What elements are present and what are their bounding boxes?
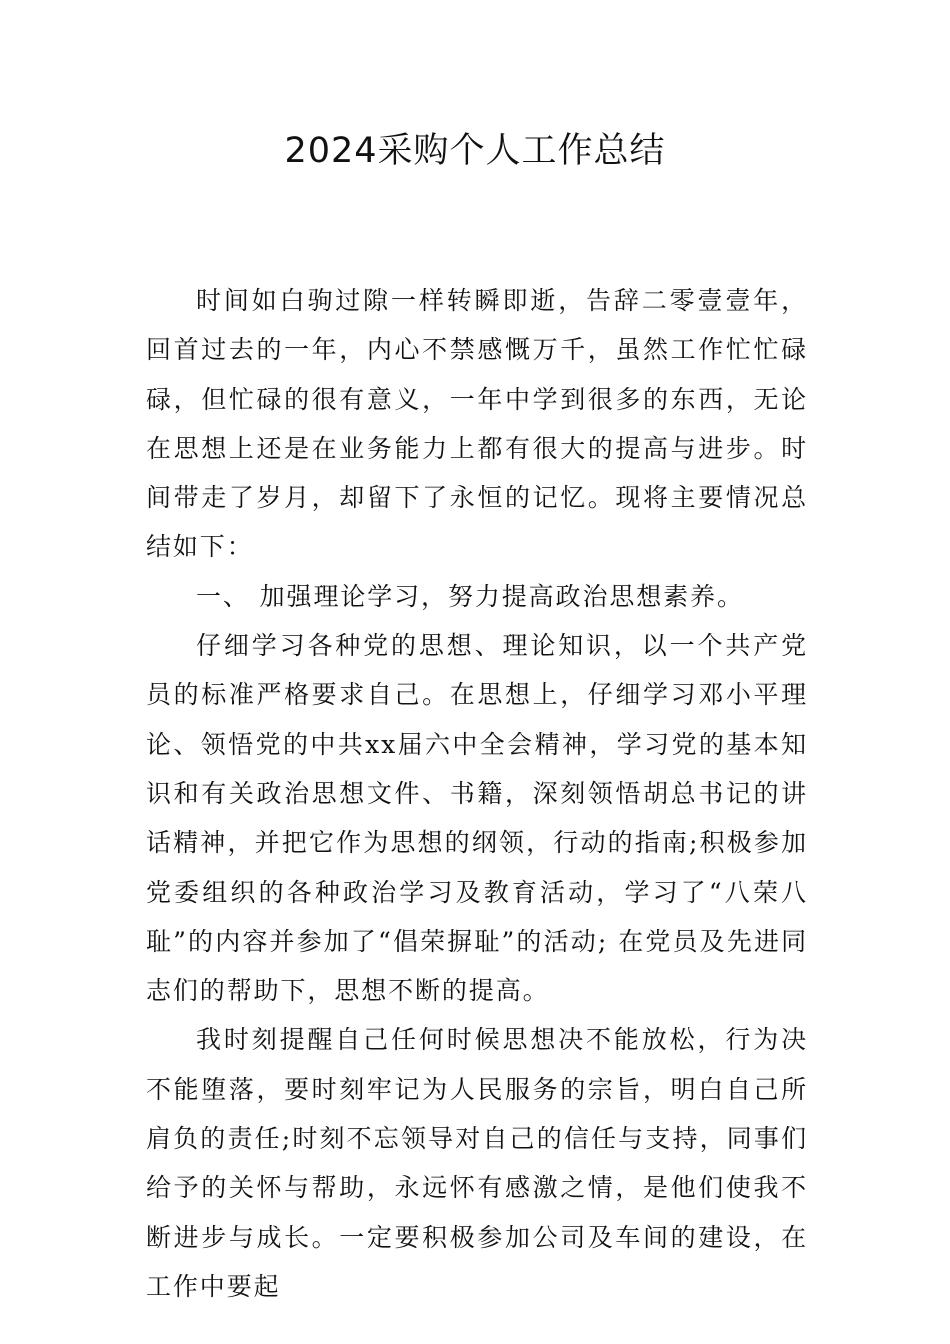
paragraph-intro: 时间如白驹过隙一样转瞬即逝，告辞二零壹壹年，回首过去的一年，内心不禁感慨万千，虽然工作忙忙碌碌，但忙碌的很有意义，一年中学到很多的东西，无论在思想上还是在业务能力上都有很大的提高与进步。时间带走了岁月，却留下了永恒的记忆。现将主要情况总结如下： xyxy=(146,286,808,562)
section-heading-1: 一、 加强理论学习，努力提高政治思想素养。 xyxy=(196,581,744,611)
paragraph-study: 仔细学习各种党的思想、理论知识，以一个共产党员的标准严格要求自己。在思想上，仔细学习邓小平理论、领悟党的中共xx届六中全会精神，学习党的基本知识和有关政治思想文件、书籍，深刻领悟胡总书记的讲话精神，并把它作为思想的纲领，行动的指南;积极参加党委组织的各种政治学习及教育活动，学习了“八荣八耻”的内容并参加了“倡荣摒耻”的活动; 在党员及先进同志们的帮助下，思想不断的提高。 xyxy=(146,631,808,1006)
document-title: 2024采购个人工作总结 xyxy=(284,131,666,171)
document-body xyxy=(146,276,808,1311)
paragraph-self-reminder: 我时刻提醒自己任何时候思想决不能放松，行为决不能堕落，要时刻牢记为人民服务的宗旨，明白自己所肩负的责任;时刻不忘领导对自己的信任与支持，同事们给予的关怀与帮助，永远怀有感激之情，是他们使我不断进步与成长。一定要积极参加公司及车间的建设，在工作中要起 xyxy=(146,1025,808,1301)
